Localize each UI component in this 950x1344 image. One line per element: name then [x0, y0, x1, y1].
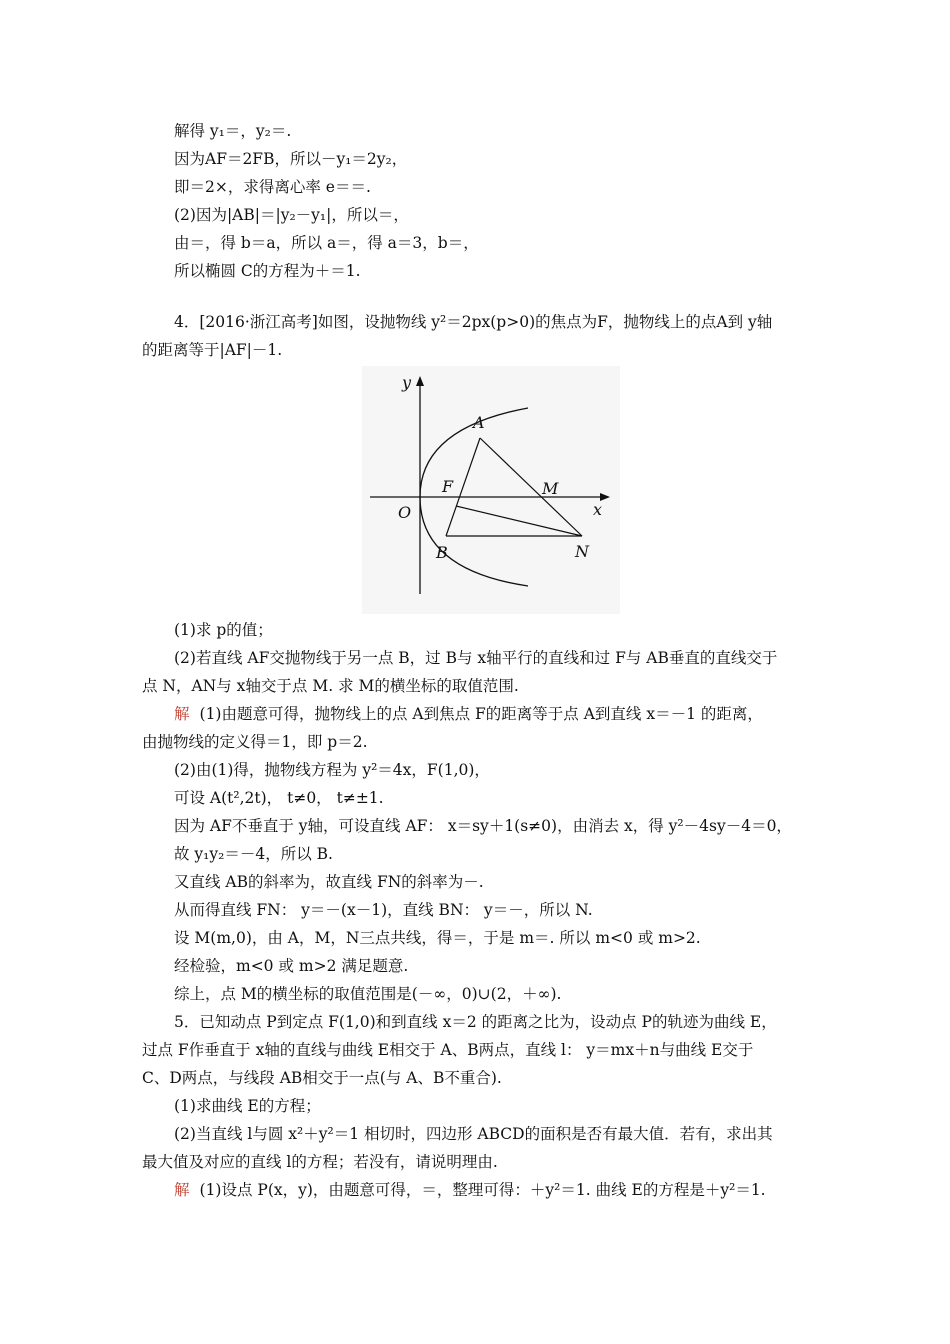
segment-AN	[480, 438, 582, 536]
problem-4-line: 4．[2016·浙江高考]如图，设抛物线 y²＝2px(p>0)的焦点为F，抛物线上的点A到 y轴	[174, 313, 773, 331]
solution-line: 综上，点 M的横坐标的取值范围是(－∞，0)∪(2，＋∞).	[174, 985, 562, 1003]
problem-5-line: (1)求曲线 E的方程；	[174, 1097, 321, 1115]
label-F: F	[442, 477, 454, 496]
problem-5-line: (2)当直线 l与圆 x²＋y²＝1 相切时，四边形 ABCD的面积是否有最大值．若有，求出其	[174, 1125, 773, 1143]
problem-4-line: (2)若直线 AF交抛物线于另一点 B，过 B与 x轴平行的直线和过 F与 AB垂直的直线交于	[174, 649, 778, 667]
solution-line: 设 M(m,0)，由 A，M，N三点共线，得＝，于是 m＝. 所以 m<0 或 m>2.	[174, 929, 701, 947]
solution-line: 由抛物线的定义得＝1，即 p＝2.	[142, 733, 368, 751]
problem-4-line: (1)求 p的值；	[174, 621, 273, 639]
solution-line: 故 y₁y₂＝－4，所以 B.	[174, 845, 333, 863]
text-line: 所以椭圆 C的方程为＋＝1.	[174, 262, 361, 280]
text-line: (2)因为|AB|＝|y₂－y₁|，所以＝，	[174, 206, 409, 224]
solution-line: 可设 A(t²,2t)， t≠0， t≠±1.	[174, 789, 384, 807]
problem-5-line: 5．已知动点 P到定点 F(1,0)和到直线 x＝2 的距离之比为，设动点 P的轨迹为曲线 E，	[174, 1013, 777, 1031]
solution-line: 从而得直线 FN： y＝－(x－1)，直线 BN： y＝－，所以 N.	[174, 901, 593, 919]
solution-marker: 解	[174, 705, 190, 723]
solution-line: 又直线 AB的斜率为，故直线 FN的斜率为－.	[174, 873, 484, 891]
solution-line: 经检验，m<0 或 m>2 满足题意.	[174, 957, 409, 975]
problem-5-line: 过点 F作垂直于 x轴的直线与曲线 E相交于 A、B两点，直线 l： y＝mx＋n与曲线 E交于	[142, 1041, 754, 1059]
label-B: B	[436, 543, 448, 562]
parabola-figure	[362, 366, 620, 614]
label-O: O	[398, 503, 412, 522]
text-line: 因为AF＝2FB，所以－y₁＝2y₂，	[174, 150, 408, 168]
problem-5-line: C、D两点，与线段 AB相交于一点(与 A、B不重合).	[142, 1069, 502, 1087]
solution-line: 因为 AF不垂直于 y轴，可设直线 AF： x＝sy＋1(s≠0)，由消去 x，得 y²－4sy－4＝0，	[174, 817, 792, 835]
text-line: 由＝，得 b＝a，所以 a＝，得 a＝3，b＝，	[174, 234, 479, 252]
label-M: M	[542, 479, 559, 498]
text-line: 解得 y₁＝，y₂＝.	[174, 122, 292, 140]
problem-4-line: 的距离等于|AF|－1.	[142, 341, 283, 359]
problem-4-line: 点 N，AN与 x轴交于点 M. 求 M的横坐标的取值范围.	[142, 677, 519, 695]
text-line: 即＝2×，求得离心率 e＝＝.	[174, 178, 371, 196]
solution-text: (1)设点 P(x，y)，由题意可得，＝，整理可得：＋y²＝1. 曲线 E的方程是＋y²＝1.	[199, 1181, 766, 1199]
label-N: N	[575, 542, 589, 561]
problem-5-line: 最大值及对应的直线 l的方程；若没有，请说明理由.	[142, 1153, 498, 1171]
label-x: x	[593, 500, 603, 519]
solution-line	[174, 701, 824, 727]
solution-text: (1)由题意可得，抛物线上的点 A到焦点 F的距离等于点 A到直线 x＝－1 的距离，	[199, 705, 763, 723]
label-A: A	[473, 413, 485, 432]
y-axis-arrow-icon	[416, 376, 424, 386]
parabola-diagram	[362, 366, 620, 614]
label-y: y	[402, 373, 412, 392]
solution-line	[174, 1177, 824, 1203]
solution-marker: 解	[174, 1181, 190, 1199]
solution-line: (2)由(1)得，抛物线方程为 y²＝4x，F(1,0)，	[174, 761, 490, 779]
segment-FN	[456, 506, 582, 536]
